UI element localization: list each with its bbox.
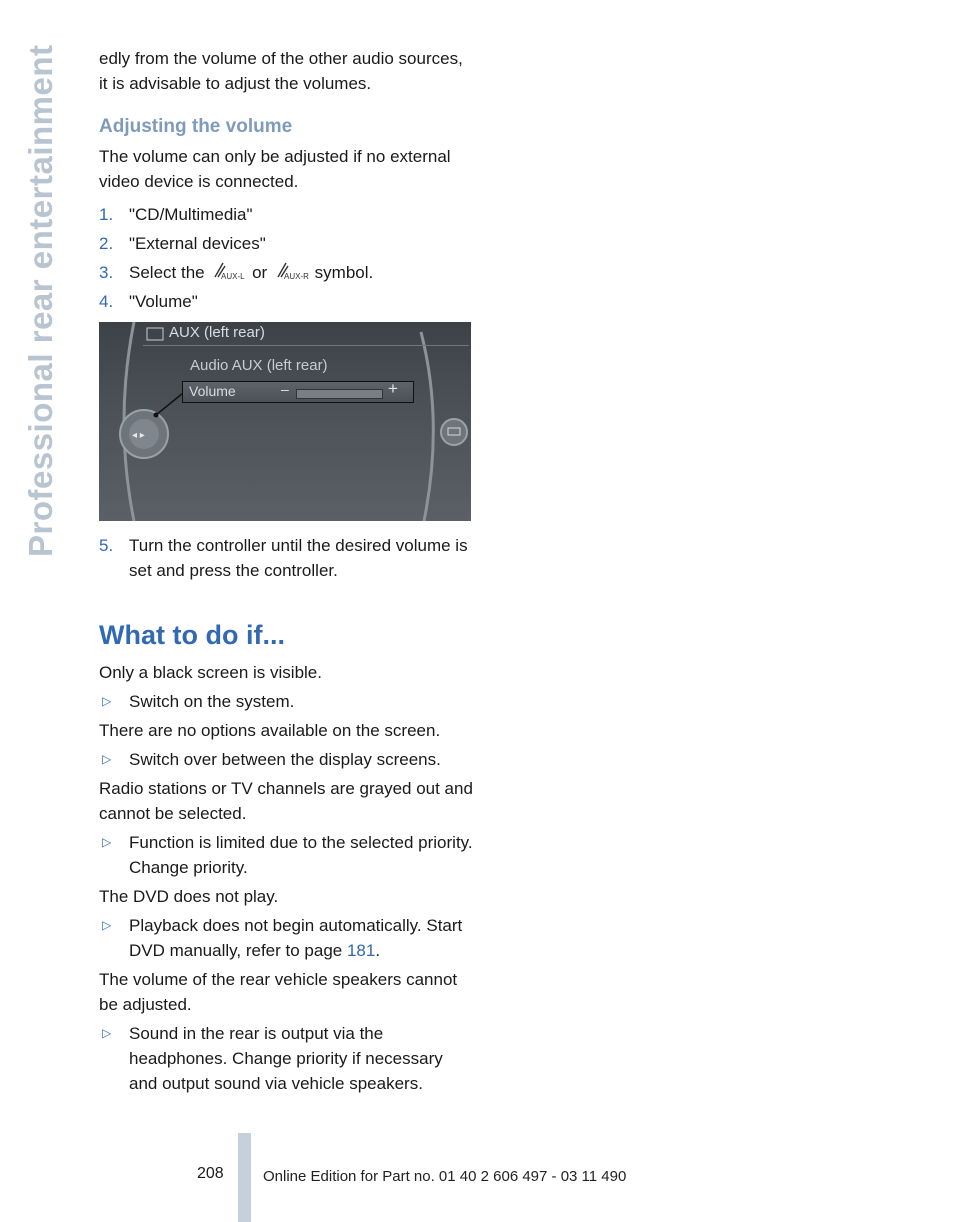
heading-adjusting-volume: Adjusting the volume xyxy=(99,116,293,137)
faq-question: The volume of the rear vehicle speakers cannot be adjusted. xyxy=(99,970,458,1014)
page-number: 208 xyxy=(197,1165,224,1182)
aux-left-icon xyxy=(209,261,247,281)
screen-decoration xyxy=(99,322,471,521)
list-item: ▷ Sound in the rear is output via the headphones. Change priority if necessary and output sound via vehicle speakers. xyxy=(99,1021,474,1096)
faq-question: Only a black screen is visible. xyxy=(99,663,322,682)
idrive-screen-image xyxy=(99,322,471,521)
list-item: 2. "External devices" xyxy=(99,234,266,253)
minus-icon: – xyxy=(281,381,289,397)
footer-divider xyxy=(238,1133,251,1222)
page-link[interactable]: 181 xyxy=(346,941,376,960)
triangle-bullet-icon: ▷ xyxy=(102,918,112,932)
screen-title: AUX (left rear) xyxy=(169,324,265,341)
list-item: ▷ Function is limited due to the selected priority. Change priority. xyxy=(99,830,474,880)
volume-paragraph: The volume can only be adjusted if no external video device is connected. xyxy=(99,147,451,191)
side-section-title: Professional rear entertainment xyxy=(22,45,59,558)
svg-text:◂ ▸: ◂ ▸ xyxy=(132,430,145,441)
faq-question: There are no options available on the screen. xyxy=(99,721,441,740)
triangle-bullet-icon: ▷ xyxy=(102,694,112,708)
footer-text: Online Edition for Part no. 01 40 2 606 497 - 03 11 490 xyxy=(263,1168,627,1185)
heading-what-to-do: What to do if... xyxy=(99,620,285,650)
faq-question: The DVD does not play. xyxy=(99,887,279,906)
screen-divider xyxy=(143,345,469,346)
triangle-bullet-icon: ▷ xyxy=(102,835,112,849)
list-item: ▷ Switch on the system. xyxy=(99,689,474,714)
plus-icon: + xyxy=(388,379,398,398)
intro-paragraph: edly from the volume of the other audio sources, it is advisable to adjust the volumes. xyxy=(99,49,463,93)
aux-right-icon xyxy=(272,261,310,281)
volume-label: Volume xyxy=(189,383,236,399)
volume-control xyxy=(182,381,414,403)
volume-slider xyxy=(296,389,383,399)
list-item: 3. Select the AUX-L or AUX-R symbol. xyxy=(99,263,374,282)
volume-steps xyxy=(99,202,474,314)
screen-subtitle: Audio AUX (left rear) xyxy=(190,357,328,374)
faq-list xyxy=(99,660,474,1096)
triangle-bullet-icon: ▷ xyxy=(102,752,112,766)
svg-text:AUX-R: AUX-R xyxy=(283,272,309,281)
faq-question: Radio stations or TV channels are grayed out and cannot be selected. xyxy=(99,779,473,823)
volume-step-5 xyxy=(99,533,474,583)
triangle-bullet-icon: ▷ xyxy=(102,1026,112,1040)
svg-text:AUX-L: AUX-L xyxy=(221,272,245,281)
list-item: 4. "Volume" xyxy=(99,292,198,311)
list-item: ▷ Playback does not begin automatically. Start DVD manually, refer to page 181. xyxy=(99,913,474,963)
list-item: 1. "CD/Multimedia" xyxy=(99,205,253,224)
list-item: ▷ Switch over between the display screens. xyxy=(99,747,474,772)
list-item: 5. Turn the controller until the desired volume is set and press the controller. xyxy=(99,536,468,580)
